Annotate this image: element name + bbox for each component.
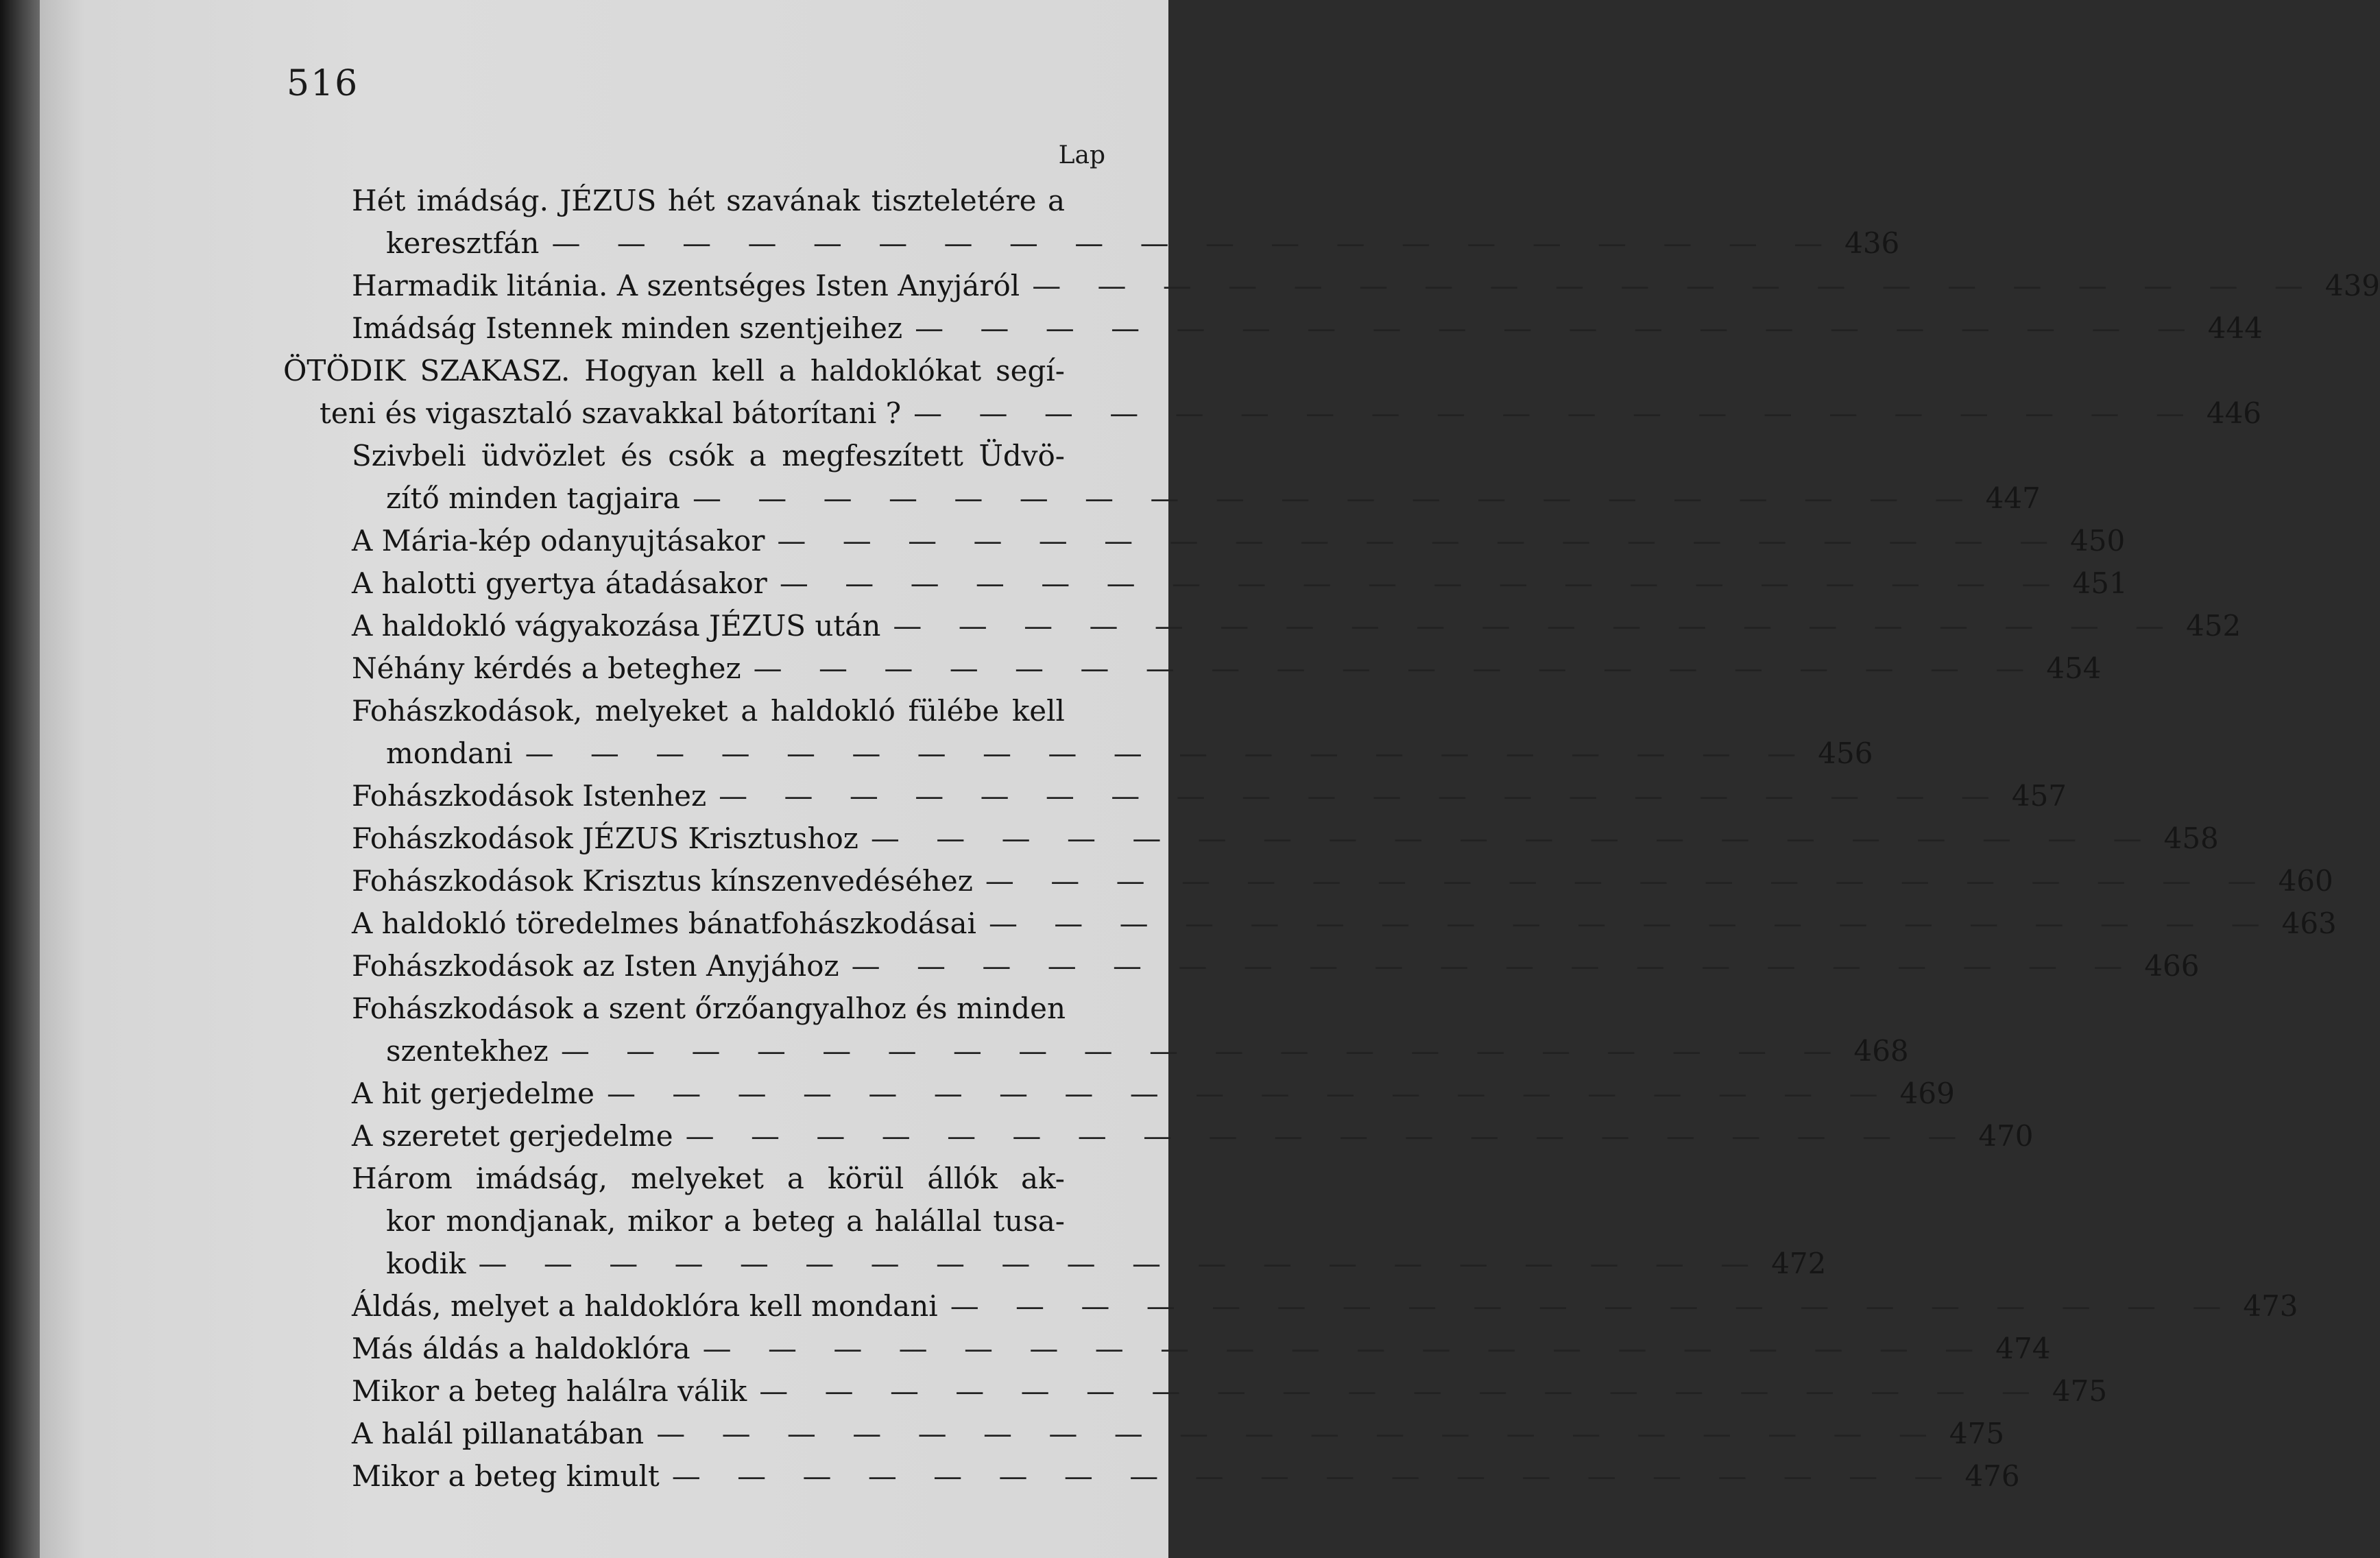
toc-entry: [283, 945, 2200, 987]
toc-entry-line: [352, 860, 2333, 902]
toc-entry-title: teni és vigasztaló szavakkal bátorítani ?: [320, 396, 902, 430]
toc-entry-line: [352, 690, 1146, 732]
toc-entry-title: Mikor a beteg kimult: [352, 1459, 660, 1493]
toc-entry: [283, 562, 2128, 605]
toc-entry-page: 475: [1949, 1417, 2005, 1450]
toc-entry-title: Harmadik litánia. A szentséges Isten Anyjáról: [352, 269, 1020, 302]
toc-entry-title: A hit gerjedelme: [352, 1077, 594, 1110]
toc-entry-page: 451: [2072, 566, 2128, 600]
toc-entry: [283, 860, 2333, 902]
toc-entry-line: [352, 265, 2380, 307]
toc-entry-line: [352, 1285, 2298, 1328]
toc-entry-page: 454: [2046, 651, 2102, 685]
toc-entry-title: Fohászkodások, melyeket a haldokló fülébe kell: [352, 694, 1065, 728]
toc-entry-line: [283, 350, 1146, 392]
toc-entry-line: [352, 1328, 2051, 1370]
toc-entry-title: ÖTÖDIK SZAKASZ. Hogyan kell a haldoklókat segí-: [283, 354, 1065, 387]
toc-entry-page: 472: [1771, 1247, 1827, 1280]
toc-entry-title: szentekhez: [386, 1034, 549, 1068]
toc-entry-line: [352, 1158, 1146, 1200]
toc-entry-title: kor mondjanak, mikor a beteg a halállal tusa-: [386, 1204, 1065, 1238]
toc-entry-title: zítő minden tagjaira: [386, 481, 680, 515]
dash-leader: — — — — — — — — — — — — — — — — — — — —: [692, 481, 1978, 515]
dash-leader: — — — — — — — — — — — — — — — — — — — —: [606, 1077, 1892, 1110]
toc-entry-line: [352, 1455, 2020, 1498]
toc-entry-line: [352, 1413, 2005, 1455]
toc-entry: [283, 1455, 2020, 1498]
toc-entry: [283, 1115, 2034, 1158]
toc-entry-line: [352, 902, 2337, 945]
toc-entry-page: 468: [1853, 1034, 1909, 1068]
toc-entry-line: [352, 945, 2200, 987]
toc-entry: [283, 690, 1873, 775]
dash-leader: — — — — — — — — — — — — — — — — — — — —: [779, 566, 2065, 600]
dash-leader: — — — — — — — — — — — — — — — — — — — —: [985, 864, 2270, 898]
toc-entry: [283, 987, 1909, 1072]
toc-entry: [283, 520, 2126, 562]
toc-entry-title: A haldokló töredelmes bánatfohászkodásai: [352, 907, 976, 940]
toc-entry-line: [352, 647, 2102, 690]
toc-entry-page: 475: [2052, 1374, 2108, 1408]
toc-entry: [283, 902, 2337, 945]
toc-entry-title: kodik: [386, 1247, 466, 1280]
toc-entry-title: Imádság Istennek minden szentjeihez: [352, 311, 903, 345]
toc-entry-title: Fohászkodások az Isten Anyjához: [352, 949, 839, 983]
dash-leader: — — — — — — — — — — — — — — — — — — — —: [870, 822, 2156, 855]
dash-leader: — — — — — — — — — — — — — — — — — — — —: [915, 311, 2200, 345]
page-column-header: Lap: [1058, 141, 1105, 169]
toc-entry-line: [352, 1115, 2034, 1158]
dash-leader: — — — — — — — — — — — — — — — — — — — —: [753, 651, 2039, 685]
toc-entry-title: keresztfán: [386, 226, 540, 260]
toc-entry-line: [352, 1200, 1146, 1243]
toc-entry-title: Fohászkodások Krisztus kínszenvedéséhez: [352, 864, 973, 898]
toc-entry-line: [352, 435, 1146, 477]
dash-leader: — — — — — — — — — — — — — — — — — — — —: [913, 396, 2198, 430]
toc-entry-line: [352, 987, 1146, 1030]
toc-entry-line: [352, 817, 2219, 860]
book-spine-shadow: [0, 0, 40, 1558]
toc-entry: [283, 1158, 1827, 1285]
toc-entry-title: Három imádság, melyeket a körül állók ak-: [352, 1162, 1065, 1195]
book-page: [40, 0, 2380, 1558]
dash-leader: — — — — — — — — — — — — — — — — — — — —: [560, 1034, 1846, 1068]
toc-entry-page: 447: [1985, 481, 2041, 515]
toc-entry-line: [352, 307, 2263, 350]
toc-entry: [283, 605, 2241, 647]
toc-entry: [283, 307, 2263, 350]
toc-entry-page: 460: [2278, 864, 2333, 898]
dash-leader: — — — — — — — — — — — — — — — — — — — —: [656, 1417, 1941, 1450]
toc-entry-page: 470: [1978, 1119, 2034, 1153]
toc-entry-page: 457: [2011, 779, 2067, 813]
toc-entry-page: 450: [2070, 524, 2126, 558]
toc-entry-line: [352, 520, 2126, 562]
toc-entry-title: A Mária-kép odanyujtásakor: [352, 524, 765, 558]
toc-entry: [283, 435, 2041, 520]
toc-entry-page: 452: [2186, 609, 2241, 643]
dash-leader: — — — — — — — — — — — — — — — — — — — —: [777, 524, 2063, 558]
toc-entry-page: 446: [2206, 396, 2262, 430]
toc-entry-line: [352, 1030, 1909, 1072]
toc-entry-title: A halotti gyertya átadásakor: [352, 566, 767, 600]
dash-leader: — — — — — — — — — — — — — — — — — — — —: [988, 907, 2274, 940]
toc-entry: [283, 1370, 2108, 1413]
dash-leader: — — — — — — — — — — — — — — — — — — — —: [950, 1289, 2235, 1323]
toc-entry-title: Fohászkodások Istenhez: [352, 779, 707, 813]
dash-leader: — — — — — — — — — — — — — — — — — — — —: [893, 609, 2178, 643]
toc-entry-page: 476: [1964, 1459, 2020, 1493]
toc-entry-line: [352, 222, 1900, 265]
toc-entry: [283, 1328, 2051, 1370]
dash-leader: — — — — — — — — — — — — — — — — — — — —: [702, 1332, 1988, 1365]
toc-entry: [283, 1285, 2298, 1328]
toc-entry-title: Fohászkodások JÉZUS Krisztushoz: [352, 822, 858, 855]
toc-entry: [283, 817, 2219, 860]
toc-entry-page: 456: [1818, 736, 1873, 770]
table-of-contents: [283, 180, 2380, 1498]
toc-entry-page: 463: [2281, 907, 2337, 940]
toc-entry-line: [283, 392, 2262, 435]
toc-entry-title: A szeretet gerjedelme: [352, 1119, 673, 1153]
toc-entry-line: [352, 1370, 2108, 1413]
toc-entry-line: [352, 1072, 1955, 1115]
toc-entry: [283, 647, 2102, 690]
toc-entry-title: A halál pillanatában: [352, 1417, 645, 1450]
toc-entry-page: 474: [1995, 1332, 2051, 1365]
toc-entry: [283, 775, 2067, 817]
toc-entry-line: [352, 732, 1873, 775]
toc-entry-page: 473: [2243, 1289, 2298, 1323]
toc-entry-line: [352, 562, 2128, 605]
toc-entry-title: Mikor a beteg halálra válik: [352, 1374, 747, 1408]
toc-entry-page: 466: [2144, 949, 2200, 983]
toc-entry-title: mondani: [386, 736, 513, 770]
dash-leader: — — — — — — — — — — — — — — — — — — — —: [1032, 269, 2317, 302]
toc-entry-line: [352, 180, 1146, 222]
toc-entry-page: 469: [1899, 1077, 1955, 1110]
toc-entry-page: 444: [2207, 311, 2263, 345]
toc-entry-line: [352, 605, 2241, 647]
toc-entry-title: Fohászkodások a szent őrzőangyalhoz és minden: [352, 992, 1066, 1025]
toc-entry-line: [352, 775, 2067, 817]
dash-leader: — — — — — — — — — — — — — — — — — — — —: [719, 779, 2004, 813]
toc-entry-title: Néhány kérdés a beteghez: [352, 651, 741, 685]
dash-leader: — — — — — — — — — — — — — — — — — — — —: [851, 949, 2137, 983]
dash-leader: — — — — — — — — — — — — — — — — — — — —: [671, 1459, 1957, 1493]
toc-entry: [283, 180, 1900, 265]
toc-entry-line: [352, 477, 2041, 520]
toc-entry: [283, 1072, 1955, 1115]
dash-leader: — — — — — — — — — — — — — — — — — — — —: [759, 1374, 2044, 1408]
toc-entry-page: 458: [2163, 822, 2219, 855]
toc-entry-title: Hét imádság. JÉZUS hét szavának tiszteletére a: [352, 184, 1065, 217]
toc-entry-title: Áldás, melyet a haldoklóra kell mondani: [352, 1289, 938, 1323]
dash-leader: — — — — — — — — — — — — — — — — — — — —: [478, 1247, 1764, 1280]
dash-leader: — — — — — — — — — — — — — — — — — — — —: [551, 226, 1837, 260]
dash-leader: — — — — — — — — — — — — — — — — — — — —: [685, 1119, 1971, 1153]
toc-entry-title: Más áldás a haldoklóra: [352, 1332, 690, 1365]
toc-entry: [283, 350, 2262, 435]
toc-entry: [283, 1413, 2005, 1455]
dash-leader: — — — — — — — — — — — — — — — — — — — —: [525, 736, 1810, 770]
toc-entry-line: [352, 1243, 1827, 1285]
page-number: 516: [287, 63, 359, 104]
toc-entry-page: 439: [2324, 269, 2380, 302]
toc-entry-title: Szivbeli üdvözlet és csók a megfeszített Üdvö-: [352, 439, 1065, 472]
toc-entry-page: 436: [1844, 226, 1900, 260]
toc-entry-title: A haldokló vágyakozása JÉZUS után: [352, 609, 881, 643]
toc-entry: [283, 265, 2380, 307]
